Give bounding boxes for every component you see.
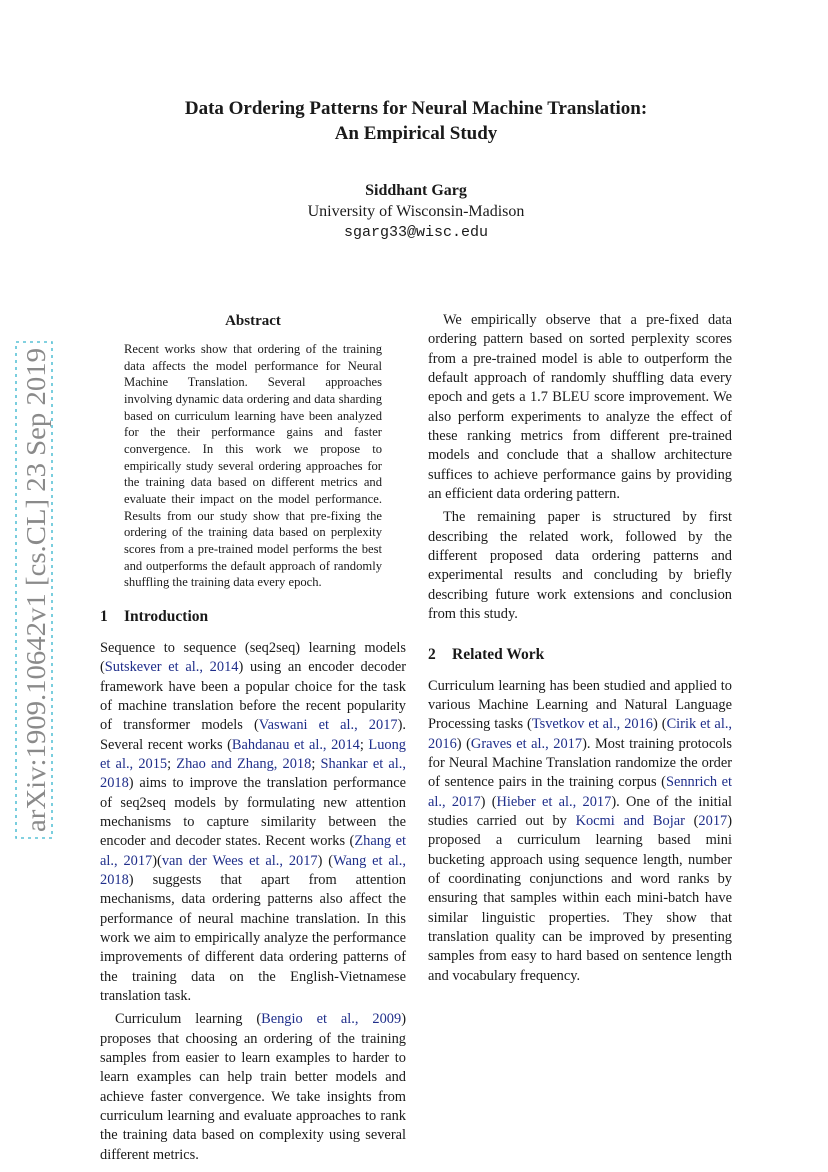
- text-run: ) proposed a curriculum learning based mini bucketing approach using sequence length, number of coordinating conjunctions and word ranks by ensuring that samples within each mini-batch have similar linguistic properties. They show that translation quality can be improved by presenting samples from easy to hard based on sentence length and vocabulary frequency.: [428, 812, 732, 984]
- author-block: [100, 180, 732, 243]
- citation-link[interactable]: Wang et al., 2018: [100, 852, 406, 888]
- text-run: ) aims to improve the translation performance of seq2seq models by formulating new attention mechanisms to capture similarity between the encoder and decoder states. Recent works (: [100, 775, 406, 850]
- citation-link[interactable]: Graves et al., 2017: [470, 735, 583, 752]
- section-introduction-heading: [100, 607, 406, 627]
- section-number: 2: [428, 645, 436, 663]
- author-name: Siddhant Garg: [365, 182, 467, 199]
- intro-paragraph-4: The remaining paper is structured by first describing the related work, followed by the different proposed data ordering patterns and experimental results and concluding by briefly describing future work extensions and conclusion from this study.: [428, 509, 732, 623]
- citation-link[interactable]: Vaswani et al., 2017: [258, 717, 398, 734]
- intro-paragraph-1: [100, 639, 406, 1007]
- text-run: ) (: [317, 852, 334, 869]
- citation-link[interactable]: Hieber et al., 2017: [496, 793, 612, 810]
- right-column: [428, 311, 732, 986]
- left-column: [100, 311, 406, 1165]
- text-run: Curriculum learning (: [115, 1011, 262, 1028]
- text-run: ) (: [480, 793, 497, 810]
- citation-link[interactable]: Zhang et al., 2017: [100, 833, 407, 869]
- text-run: ). One of the initial studies carried out by: [428, 793, 732, 829]
- abstract-text: Recent works show that ordering of the training data affects the model performance for Neural Machine Translation. Several approaches involving dynamic data ordering and data sharding based on curriculum learning have been analyzed for the their performance gains and faster convergence. In this work we propose to empirically study several ordering approaches for the training data based on different metrics and evaluate their impact on the model performance. Results from our study show that pre-fixing the ordering of the training data based on perplexity scores from a pre-trained model performs the best and outperforms the default approach of randomly shuffling the training data every epoch.: [124, 342, 382, 590]
- author-affiliation: University of Wisconsin-Madison: [307, 203, 525, 220]
- related-paragraph-1: [428, 677, 732, 987]
- citation-link[interactable]: Tsvetkov et al., 2016: [531, 716, 654, 733]
- citation-link[interactable]: Zhao and Zhang, 2018: [176, 755, 312, 772]
- text-run: ). Most training protocols for Neural Machine Translation randomize the order of sentence pairs in the training corpus (: [428, 735, 733, 791]
- text-run: ;: [359, 736, 369, 753]
- intro-paragraph-2: [100, 1010, 406, 1165]
- section-related-work-heading: [428, 645, 732, 665]
- citation-link[interactable]: Cirik et al., 2016: [428, 716, 733, 752]
- citation-link[interactable]: 2017: [698, 812, 728, 829]
- text-run: ) suggests that apart from attention mechanisms, data ordering patterns also affect the performance of neural machine translation. In this work we aim to empirically analyze the performance improvements of different data ordering patterns of the training data on the English-Vietnamese translation task.: [100, 871, 406, 1005]
- text-run: Curriculum learning has been studied and applied to various Machine Learning and Natural Language Processing tasks (: [428, 677, 732, 733]
- citation-link[interactable]: Bahdanau et al., 2014: [231, 736, 360, 753]
- text-run: )(: [152, 852, 162, 869]
- abstract-heading: Abstract: [225, 313, 281, 329]
- author-email: sgarg33@wisc.edu: [343, 224, 489, 241]
- text-run: ;: [167, 755, 177, 772]
- arxiv-identifier: arXiv:1909.10642v1 [cs.CL] 23 Sep 2019: [21, 377, 51, 832]
- text-run: ). Several recent works (: [100, 717, 406, 753]
- citation-link[interactable]: Sutskever et al., 2014: [104, 659, 239, 676]
- text-run: Sequence to sequence (seq2seq) learning models (: [100, 639, 406, 676]
- text-run: ;: [311, 755, 321, 772]
- citation-link[interactable]: van der Wees et al., 2017: [161, 852, 318, 869]
- text-run: (: [684, 812, 699, 829]
- citation-link[interactable]: Shankar et al., 2018: [100, 755, 406, 792]
- text-run: ) using an encoder decoder framework have been a popular choice for the task of machine translation before the recent popularity of transformer models (: [100, 659, 406, 734]
- paper-title: [100, 96, 732, 146]
- citation-link[interactable]: Sennrich et al., 2017: [428, 774, 733, 810]
- intro-paragraph-3: We empirically observe that a pre-fixed data ordering pattern based on sorted perplexity scores from a pre-trained model is able to outperform the default approach of randomly shuffling data every epoch and gets a 1.7 BLEU score improvement. We also perform experiments to analyze the effect of these ranking metrics from different pre-trained models and conclude that a shallow architecture suffices to achieve performance gains by providing an efficient data ordering pattern.: [428, 312, 732, 503]
- text-run: ) (: [653, 716, 667, 733]
- section-title: Introduction: [124, 607, 209, 625]
- citation-link[interactable]: Kocmi and Bojar: [575, 812, 685, 829]
- text-run: ) proposes that choosing an ordering of the training samples from easier to learn examples to harder to learn examples can help train better models and achieve faster convergence. We take insights from curriculum learning and evaluate approaches to rank the training data based on complexity using several different metrics.: [100, 1011, 406, 1163]
- title-line-1: Data Ordering Patterns for Neural Machine Translation:: [184, 98, 648, 119]
- title-line-2: An Empirical Study: [334, 123, 498, 144]
- section-number: 1: [100, 607, 108, 625]
- citation-link[interactable]: Luong et al., 2015: [100, 736, 406, 772]
- text-run: ) (: [456, 735, 471, 752]
- arxiv-stamp: [14, 340, 54, 840]
- citation-link[interactable]: Bengio et al., 2009: [261, 1011, 402, 1028]
- section-title: Related Work: [452, 645, 545, 663]
